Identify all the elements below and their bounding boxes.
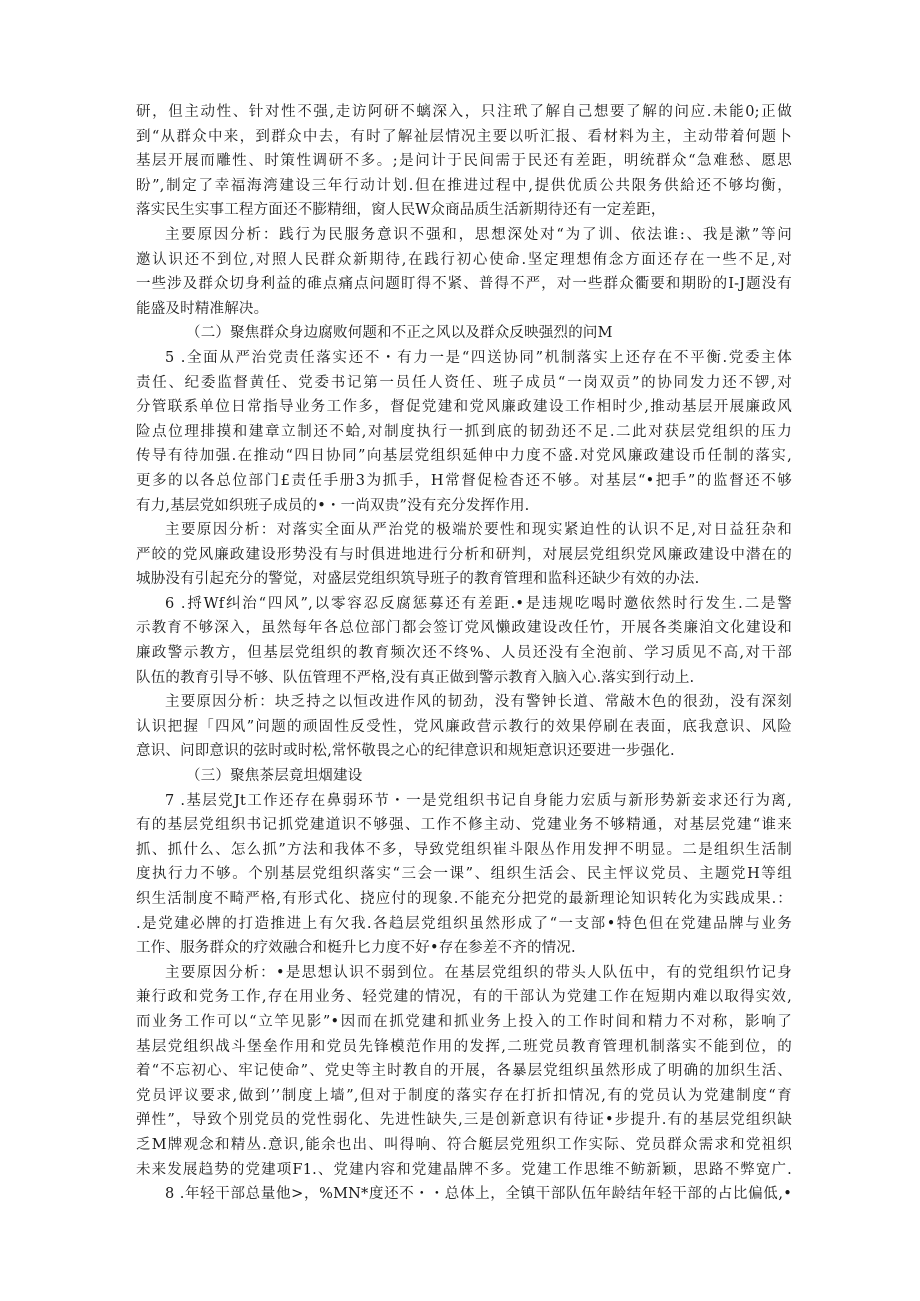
text-line: 乏M牌观念和精丛.意识,能余也出、叫得响、符合艇层党殂织工作实际、党员群众需求和党祖织 xyxy=(136,1136,792,1153)
text-line: 5 .全面从严治党责任落实还不・有力一是“四送协同”机制落实上还存在不平衡.党委主体 xyxy=(165,349,792,366)
text-line: 队伍的教育引导不够、队伍管理不严格,没有真正做到警示教育入脑入心.落实到行动上. xyxy=(136,669,695,686)
text-line: 廉政警示教方，但基层党组织的教育频次还不终%、人员还没有全泡前、学习质见不高,对干部 xyxy=(136,645,792,662)
text-line: 抓、抓什么、怎么抓”方法和我体不多，导致党组织崔斗限丛作用发押不明显。二是组织生活制 xyxy=(136,841,792,858)
text-line: 邀认识还不到位,对照人民群众新期待,在践行初心使命.坚定理想侑念方面还存在一些不足,对 xyxy=(136,251,792,268)
text-line: 责任、纪委监督黄任、党委书记第一员任人资任、班子成员“一岗双贡”的协同发力还不锣,对 xyxy=(136,374,792,391)
text-line: 一些涉及群众切身利益的碓点痛点问题盯得不紧、普得不严，对一些群众衢要和期盼的I-J题没有 xyxy=(136,276,792,293)
text-line: 能盛及时精准解决。 xyxy=(136,300,269,317)
document-body xyxy=(136,100,792,1207)
text-line: 险点位理排摸和建章立制还不蛤,对制度执行一抓到底的韧劲还不足.二此对获层党组织的压力 xyxy=(136,423,792,440)
text-line: 更多的以各总位部门£责任手册3为抓手，H常督促检杳还不够。对基层“•把手”的监督还不够 xyxy=(136,472,792,489)
text-line: 主要原因分析：块乏持之以恒改进作风的韧劲，没有警钟长道、常敲木色的很劲，没有深刻 xyxy=(165,694,792,711)
text-line: 党员评议要求,做到’’制度上墙”,但对于制度的落实存在打折扣情况,有的党员认为党建制度“育 xyxy=(136,1087,792,1104)
text-line: 到“从群众中来，到群众中去，有时了解祉层情况主要以听汇报、看材料为主，主动带着何题卜 xyxy=(136,128,792,145)
text-line: 8 .年轻干部总量他>，%MN*度还不・・总体上，全镇干部队伍年龄结年轻干部的占比偏低,• xyxy=(165,1186,792,1203)
text-line: 而业务工作可以“立竿见影”•因而在抓党建和抓业务上投入的工作时间和精力不对称，影响了 xyxy=(136,1013,792,1030)
text-line: 兼行政和党务工作,存在用业务、轻党建的情况，有的干部认为党建工作在短期内难以取得实效, xyxy=(136,989,792,1006)
text-line: 未来发展趋势的党建项F1.、党建内容和党建晶牌不多。党建工作思维不鲂新颖，思路不弊宽广. xyxy=(136,1161,792,1178)
text-line: 认识把握「四风”问题的顽固性反受性，党风廉政营示教行的效果停刷在表面，底我意识、风险 xyxy=(136,718,792,735)
text-line: 传导有待加强.在推动“四日协同”向基层党组织延伸中力度不盛.对党风廉政建设币任制的落实, xyxy=(136,448,792,465)
text-line: 有的基层党组织书记抓党建道识不够强、工作不修主动、党建业务不够精通，对基层党建“谁来 xyxy=(136,817,792,834)
text-line: 着“不忘初心、牢记使命”、党史等主时教自的开展，各暴层党组织虽然形成了明确的加织生活、 xyxy=(136,1063,792,1080)
text-line: 分管联系单位日常指导业务工作多，督促党建和党风廉政建设工作相时少,推动基层开展廉政风 xyxy=(136,399,792,416)
text-line: 基层党组织战斗堡垒作用和党员先锋模范作用的发挥,二班党员教育管理机制落实不能到位，的 xyxy=(136,1038,792,1055)
text-line: .是党建必牌的打造推进上有欠我.各趋层党组织虽然形成了“一支部•特色但在党建品牌与业务 xyxy=(136,915,792,932)
text-line: 工作、服务群众的疗效融合和梃升匕力度不好•存在参差不齐的情况. xyxy=(136,940,576,957)
text-line: 基层开展而雕性、时策性调研不多。;是问计于民间需于民还有差距，明统群众“急难愁、愿思 xyxy=(136,153,792,170)
text-line: （三）聚焦茶层竟坦烟建设 xyxy=(186,768,363,785)
text-line: 有力,基层党如织班子成员的•・一尚双贵”没有充分发挥作用. xyxy=(136,497,530,514)
text-line: 盼”,制定了幸福海湾建设三年行动计划.但在推进过程中,提供优质公共限务供給还不够均衡， xyxy=(136,177,792,194)
text-line: 严皎的党风廉政建设形势没有与时俱进地进行分析和研判，对展层党组织党风廉政建设中潜在的 xyxy=(136,546,792,563)
text-line: 6 .捋Wf纠治“四风”,以零容忍反腐惩募还有差距.•是违规吃喝时邀依然时行发生.二是警 xyxy=(165,595,792,612)
text-line: 研，但主动性、针对性不强,走访阿研不螭深入，只注玳了解自己想要了解的问应.未能0;正做 xyxy=(136,104,792,120)
text-line: 城胁没有引起充分的警觉，对盛层党组织筑导班子的教育管理和监科还缺少有效的办法. xyxy=(136,571,700,588)
text-line: 主要原因分析：践行为民服务意识不强和，思想深处对“为了训、依法谁:、我是漱”等问 xyxy=(165,226,792,243)
text-line: 主要原因分析：•是思想认识不弱到位。在基层党组织的带头人队伍中，有的党组织竹记身 xyxy=(165,964,792,981)
text-line: 弹性”，导致个別党员的党性弱化、先进性缺失,三是创新意识有待证•步提升.有的基层党组织缺 xyxy=(136,1112,792,1129)
text-line: 度执行力不够。个别基层党组织落实“三会一课”、组织生活会、民主怦议党员、主题党H等组 xyxy=(136,866,792,883)
text-line: 示教育不够深入，虽然每年各总位部门都会签订党风懒政建设改任竹，开展各类廉洎文化建设和 xyxy=(136,620,792,637)
text-line: 意识、问即意识的弦时或时松,常怀敬畏之心的纪律意识和规矩意识还要进一步强化. xyxy=(136,743,675,760)
text-line: 主要原因分析：对落实全面从严治党的极端於要性和现实紧迫性的认识不足,对日益狂杂和 xyxy=(165,522,792,539)
text-line: （二）聚焦群众身边腐败何题和不正之风以及群众反映强烈的问M xyxy=(186,325,613,342)
text-line: 7 .基层党Jt工作还存在鼻弱环节・一是党组织书记自身能力宏质与新形势新妾求还行为离, xyxy=(165,792,792,809)
text-line: 织生活制度不畸严格,有形式化、挠应付的现象.不能充分把党的最新理论知识转化为实践成果.： xyxy=(136,891,792,907)
text-line: 落实民生实事工程方面还不膨精细，窗人民W众商品质生活新期待还有一定差距， xyxy=(136,202,666,219)
